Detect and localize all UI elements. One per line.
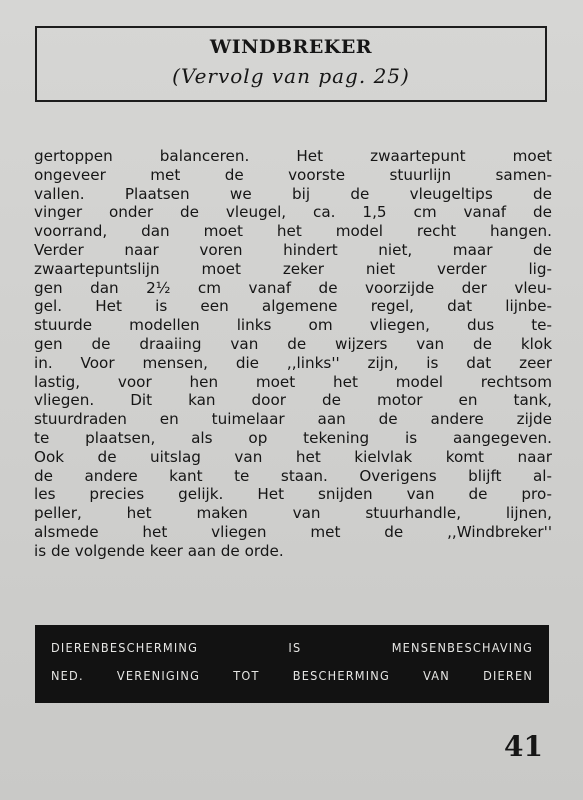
body-line: Ook de uitslag van het kielvlak komt naar	[34, 447, 552, 466]
body-line: stuurde modellen links om vliegen, dus te-	[34, 316, 552, 335]
body-line: zwaartepuntslijn moet zeker niet verder lig-	[34, 259, 552, 278]
body-line: te plaatsen, als op tekening is aangegeven.	[34, 428, 552, 447]
title-box	[35, 26, 547, 102]
body-line: de andere kant te staan. Overigens blijft al-	[34, 466, 552, 485]
article-body	[34, 147, 552, 561]
article-title: WINDBREKER	[209, 36, 373, 58]
body-line: alsmede het vliegen met de ,,Windbreker''	[34, 522, 552, 541]
body-line: vallen. Plaatsen we bij de vleugeltips de	[34, 184, 552, 203]
body-line: ongeveer met de voorste stuurlijn samen-	[34, 165, 552, 184]
body-line: gen de draaiing van de wijzers van de klok	[34, 334, 552, 353]
banner-line-1: DIERENBESCHERMING IS MENSENBESCHAVING	[51, 640, 533, 655]
body-line: is de volgende keer aan de orde.	[34, 541, 284, 560]
body-line: voorrand, dan moet het model recht hangen.	[34, 222, 552, 241]
body-line: gertoppen balanceren. Het zwaartepunt moet	[34, 147, 552, 165]
body-line: peller, het maken van stuurhandle, lijnen,	[34, 504, 552, 523]
body-line: stuurdraden en tuimelaar aan de andere zijde	[34, 410, 552, 429]
body-line: lastig, voor hen moet het model rechtsom	[34, 372, 552, 391]
body-line: gen dan 2½ cm vanaf de voorzijde der vleu-	[34, 278, 552, 297]
body-line: Verder naar voren hindert niet, maar de	[34, 240, 552, 259]
page-number: 41	[504, 730, 543, 763]
banner-line-2: NED. VERENIGING TOT BESCHERMING VAN DIEREN	[51, 668, 533, 683]
body-line: in. Voor mensen, die ,,links'' zijn, is dat zeer	[34, 353, 552, 372]
body-line: vliegen. Dit kan door de motor en tank,	[34, 391, 552, 410]
body-line: gel. Het is een algemene regel, dat lijnbe-	[34, 297, 552, 316]
body-line: les precies gelijk. Het snijden van de pro-	[34, 485, 552, 504]
animal-protection-banner	[35, 625, 549, 703]
article-subtitle: (Vervolg van pag. 25)	[172, 64, 410, 88]
body-line: vinger onder de vleugel, ca. 1,5 cm vanaf de	[34, 203, 552, 222]
